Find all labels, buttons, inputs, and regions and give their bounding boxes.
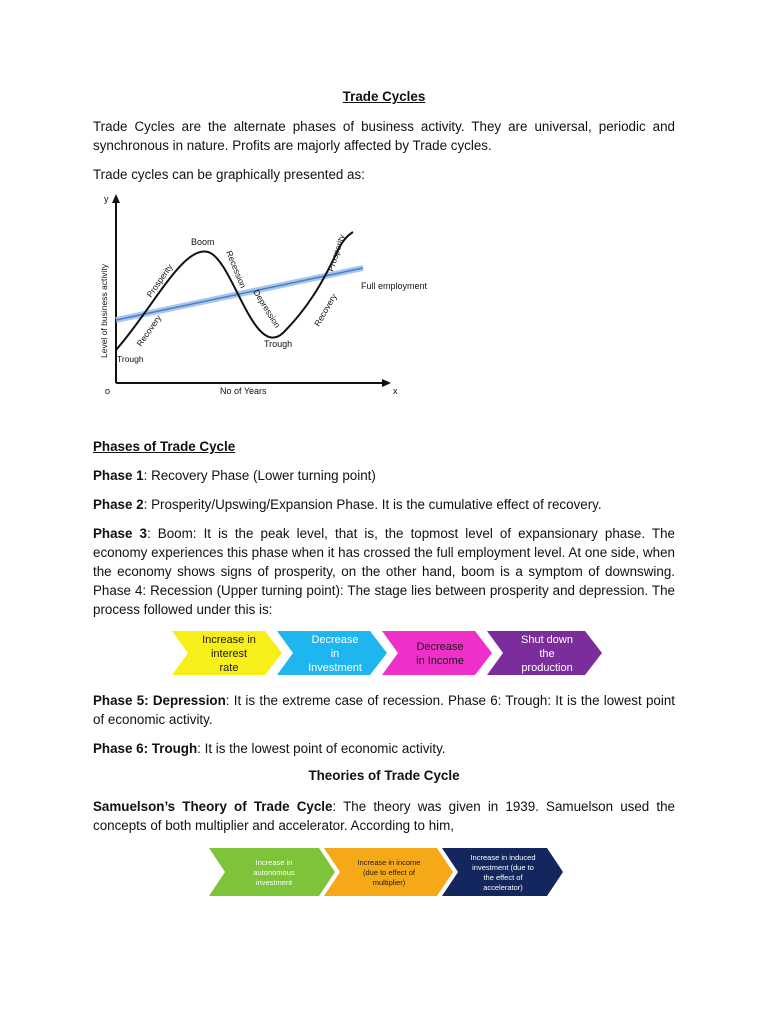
recession-step-3 <box>382 631 492 675</box>
samuelson-step-3-line1: Increase in induced <box>470 853 536 862</box>
samuelson-text: : The theory was given in 1939. Samuelson used the concepts of both multiplier and accelerator. According to him, <box>93 799 676 833</box>
recession-step-4-line2: the <box>539 648 555 660</box>
recession-step-2 <box>277 631 387 675</box>
depression-label: Depression <box>251 287 283 330</box>
prosperity-left-label: Prosperity <box>144 262 175 300</box>
phase-3-paragraph <box>93 524 675 619</box>
recession-step-3-shape <box>382 631 492 675</box>
samuelson-step-2-line3: multiplier) <box>372 878 406 887</box>
full-employment-label: Full employment <box>361 281 428 291</box>
recession-step-4 <box>487 631 602 675</box>
samuelson-flow-diagram <box>207 846 567 898</box>
recovery-left-label: Recovery <box>134 312 164 349</box>
recession-step-1 <box>172 631 282 675</box>
recession-step-1-line2: interest <box>210 648 248 660</box>
recession-step-3-line2: in Income <box>416 655 464 667</box>
samuelson-step-3-line4: accelerator) <box>483 883 523 892</box>
recession-step-2-line2: in <box>330 648 340 660</box>
recovery-right-label: Recovery <box>312 291 339 328</box>
theories-heading: Theories of Trade Cycle <box>308 768 460 783</box>
samuelson-step-1-line3: investment <box>255 878 293 887</box>
samuelson-step-3-line3: the effect of <box>483 873 523 882</box>
boom-label: Boom <box>191 237 215 247</box>
phase-2-text: : Prosperity/Upswing/Expansion Phase. It is the cumulative effect of recovery. <box>143 497 602 512</box>
y-axis-label: Level of business activity <box>99 263 109 358</box>
recession-step-4-line3: production <box>521 662 573 674</box>
x-axis-label: No of Years <box>220 386 267 396</box>
y-axis-arrow <box>112 194 120 203</box>
y-axis-letter: y <box>104 194 109 204</box>
intro-paragraph: Trade Cycles are the alternate phases of business activity. They are universal, periodic and synchronous in nature. Profits are majorly affected by Trade cycles. <box>93 119 675 153</box>
samuelson-paragraph <box>93 797 675 835</box>
phases-heading: Phases of Trade Cycle <box>93 439 236 454</box>
recession-step-1-line3: rate <box>219 662 239 674</box>
phase-5-paragraph <box>93 691 675 729</box>
trade-cycle-graph <box>93 190 453 400</box>
x-axis-letter: x <box>393 386 398 396</box>
recession-step-2-line3: Investment <box>308 662 362 674</box>
recession-label: Recession <box>224 249 249 290</box>
phase-3-label: Phase 3 <box>93 526 147 541</box>
phase-1-label: Phase 1 <box>93 468 144 483</box>
samuelson-step-3-line2: investment (due to <box>472 863 534 872</box>
phase-5-label: Phase 5: Depression <box>93 693 226 708</box>
samuelson-label: Samuelson’s Theory of Trade Cycle <box>93 799 333 814</box>
phase-6-label: Phase 6: Trough <box>93 741 198 756</box>
samuelson-step-2-line1: Increase in income <box>357 858 421 867</box>
trough-mid-label: Trough <box>264 339 293 349</box>
phase-1-text: : Recovery Phase (Lower turning point) <box>143 468 376 483</box>
recession-flow-diagram <box>170 629 610 677</box>
phase-6-text: : It is the lowest point of economic activity. <box>197 741 446 756</box>
phase-6-paragraph <box>93 739 675 758</box>
recession-step-4-line1: Shut down <box>521 634 573 646</box>
recession-step-2-line1: Decrease <box>311 634 359 646</box>
phase-1-paragraph <box>93 466 675 485</box>
graph-intro-text: Trade cycles can be graphically presented as: <box>93 167 365 182</box>
origin-label: o <box>105 386 111 396</box>
samuelson-step-1-line2: autonomous <box>253 868 295 877</box>
phase-3-text: : Boom: It is the peak level, that is, the topmost level of expansionary phase. The economy experiences this phase when it has crossed the full employment level. At one side, when the economy shows signs of prosperity, on the other hand, boom is a symptom of downswing. Phase 4: Recession (Upper turning point): The stage lies between prosperity and depression. The process followed under this is: <box>93 526 675 617</box>
page-title: Trade Cycles <box>342 89 426 104</box>
samuelson-step-1-line1: Increase in <box>255 858 293 867</box>
recession-step-3-line1: Decrease <box>416 641 464 653</box>
samuelson-step-2 <box>324 848 453 896</box>
samuelson-step-3 <box>442 848 563 896</box>
trough-left-label: Trough <box>117 354 144 364</box>
phase-2-paragraph <box>93 495 675 514</box>
recession-step-1-line1: Increase in <box>202 634 256 646</box>
x-axis-arrow <box>382 379 391 387</box>
phase-2-label: Phase 2 <box>93 497 144 512</box>
samuelson-step-1 <box>209 848 335 896</box>
prosperity-right-label: Prosperity <box>325 233 347 273</box>
samuelson-step-2-line2: (due to effect of <box>363 868 415 877</box>
phase-5-text: : It is the extreme case of recession. Phase 6: Trough: It is the lowest point of economic activity. <box>93 693 675 727</box>
